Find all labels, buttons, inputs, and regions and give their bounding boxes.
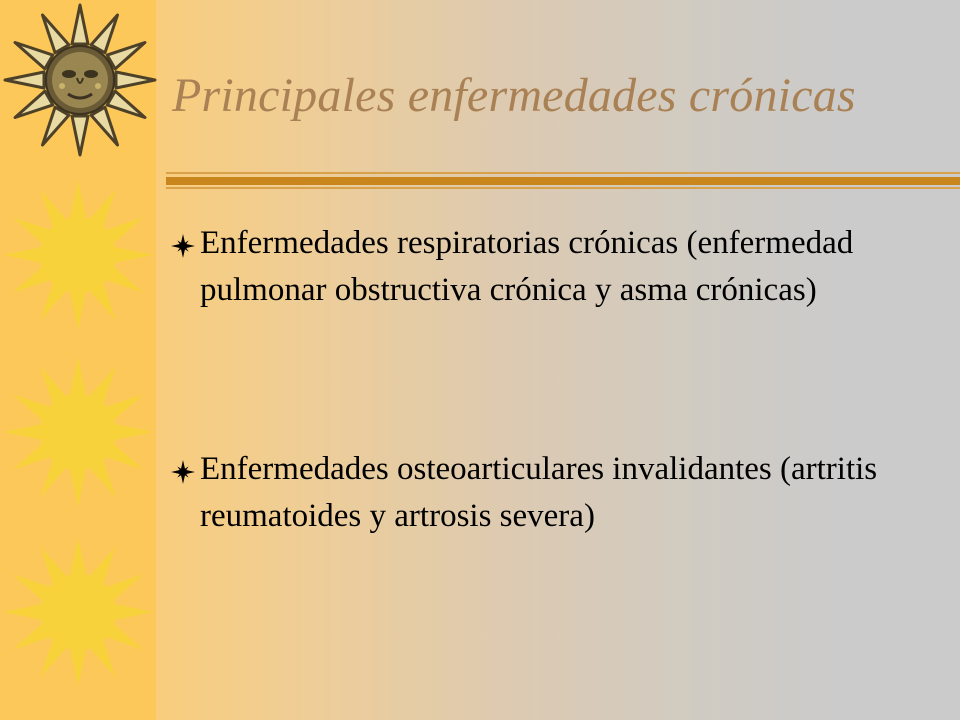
star-bullet-icon [170,233,196,259]
title-divider-bottom [166,187,960,189]
title-divider-top [166,172,960,174]
title-divider [166,177,960,185]
bullet-text: Enfermedades osteoarticulares invalidantes (artritis reumatoides y artrosis severa) [200,451,878,534]
slide-title: Principales enfermedades crónicas [172,69,856,122]
sun-icon [3,537,153,687]
sun-decorations [0,0,180,720]
bullet-item [170,446,956,540]
sun-face-icon [5,5,155,155]
sun-icon [3,180,153,330]
sun-icon [3,357,153,507]
bullet-text: Enfermedades respiratorias crónicas (enfermedad pulmonar obstructiva crónica y asma crónicas) [200,225,854,308]
star-bullet-icon [170,459,196,485]
bullet-item [170,220,956,314]
